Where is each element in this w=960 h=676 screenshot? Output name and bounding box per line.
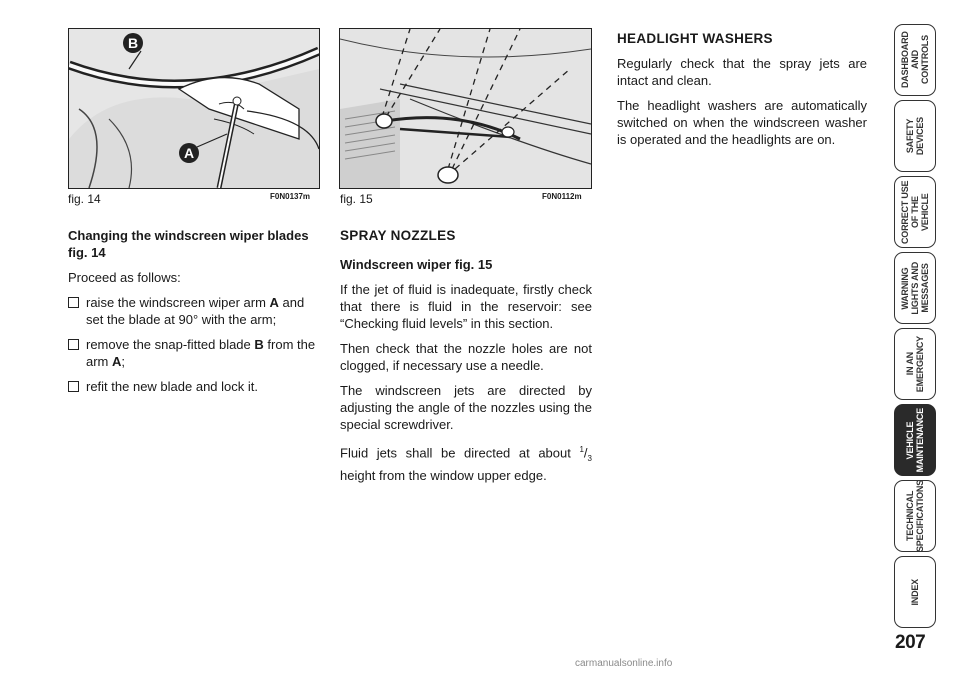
paragraph: The windscreen jets are directed by adjusting the angle of the nozzles using the special screwdriver. [340,383,592,432]
section-heading-wiper-blades: Changing the windscreen wiper blades fig. 14 [68,228,309,260]
fig-15-code: F0N0112m [542,192,582,201]
spray-nozzle-illustration [340,29,591,188]
paragraph-fluid-jets: Fluid jets shall be directed at about $^1/_3$ height from the window upper edge. [340,445,592,483]
column-spray-nozzles [340,227,592,492]
subheading-windscreen-wiper: Windscreen wiper fig. 15 [340,257,493,272]
section-heading-headlight-washers: HEADLIGHT WASHERS [617,31,773,46]
checkbox-bullet-icon [68,381,79,392]
tab-technical-specifications[interactable]: TECHNICAL SPECIFICATIONS [894,480,936,552]
list-item: raise the windscreen wiper arm A and set the blade at 90° with the arm; [68,294,320,328]
wiper-blade-illustration [69,29,319,188]
section-heading-spray-nozzles: SPRAY NOZZLES [340,228,456,243]
paragraph: If the jet of fluid is inadequate, firstly check that there is fluid in the reservoir: see “Checking fluid levels” in this section. [340,282,592,331]
paragraph: Regularly check that the spray jets are intact and clean. [617,56,867,88]
tab-warning-lights[interactable]: WARNING LIGHTS AND MESSAGES [894,252,936,324]
fig-15-caption: fig. 15 [340,192,373,206]
callout-a-label: A [183,145,195,161]
column-headlight-washers [617,30,867,156]
callout-b-label: B [127,35,139,51]
page-number: 207 [895,632,926,653]
column-wiper-blades [68,227,320,403]
figure-14-wiper-blade [68,28,320,189]
tab-in-an-emergency[interactable]: IN AN EMERGENCY [894,328,936,400]
checkbox-bullet-icon [68,339,79,350]
intro-text: Proceed as follows: [68,270,181,285]
fig-14-caption: fig. 14 [68,192,101,206]
list-item: remove the snap-fitted blade B from the arm A; [68,336,320,370]
watermark: carmanualsonline.info [575,658,673,669]
checkbox-bullet-icon [68,297,79,308]
tab-index[interactable]: INDEX [894,556,936,628]
tab-vehicle-maintenance[interactable]: VEHICLE MAINTENANCE [894,404,936,476]
paragraph: The headlight washers are automatically switched on when the windscreen washer is operated and the headlights are on. [617,98,867,147]
tab-correct-use[interactable]: CORRECT USE OF THE VEHICLE [894,176,936,248]
fig-14-code: F0N0137m [270,192,311,201]
paragraph: Then check that the nozzle holes are not clogged, if necessary use a needle. [340,341,592,373]
figure-15-spray-nozzles [339,28,592,189]
tab-safety-devices[interactable]: SAFETY DEVICES [894,100,936,172]
tab-dashboard-and-controls[interactable]: DASHBOARD AND CONTROLS [894,24,936,96]
list-item: refit the new blade and lock it. [68,378,320,395]
